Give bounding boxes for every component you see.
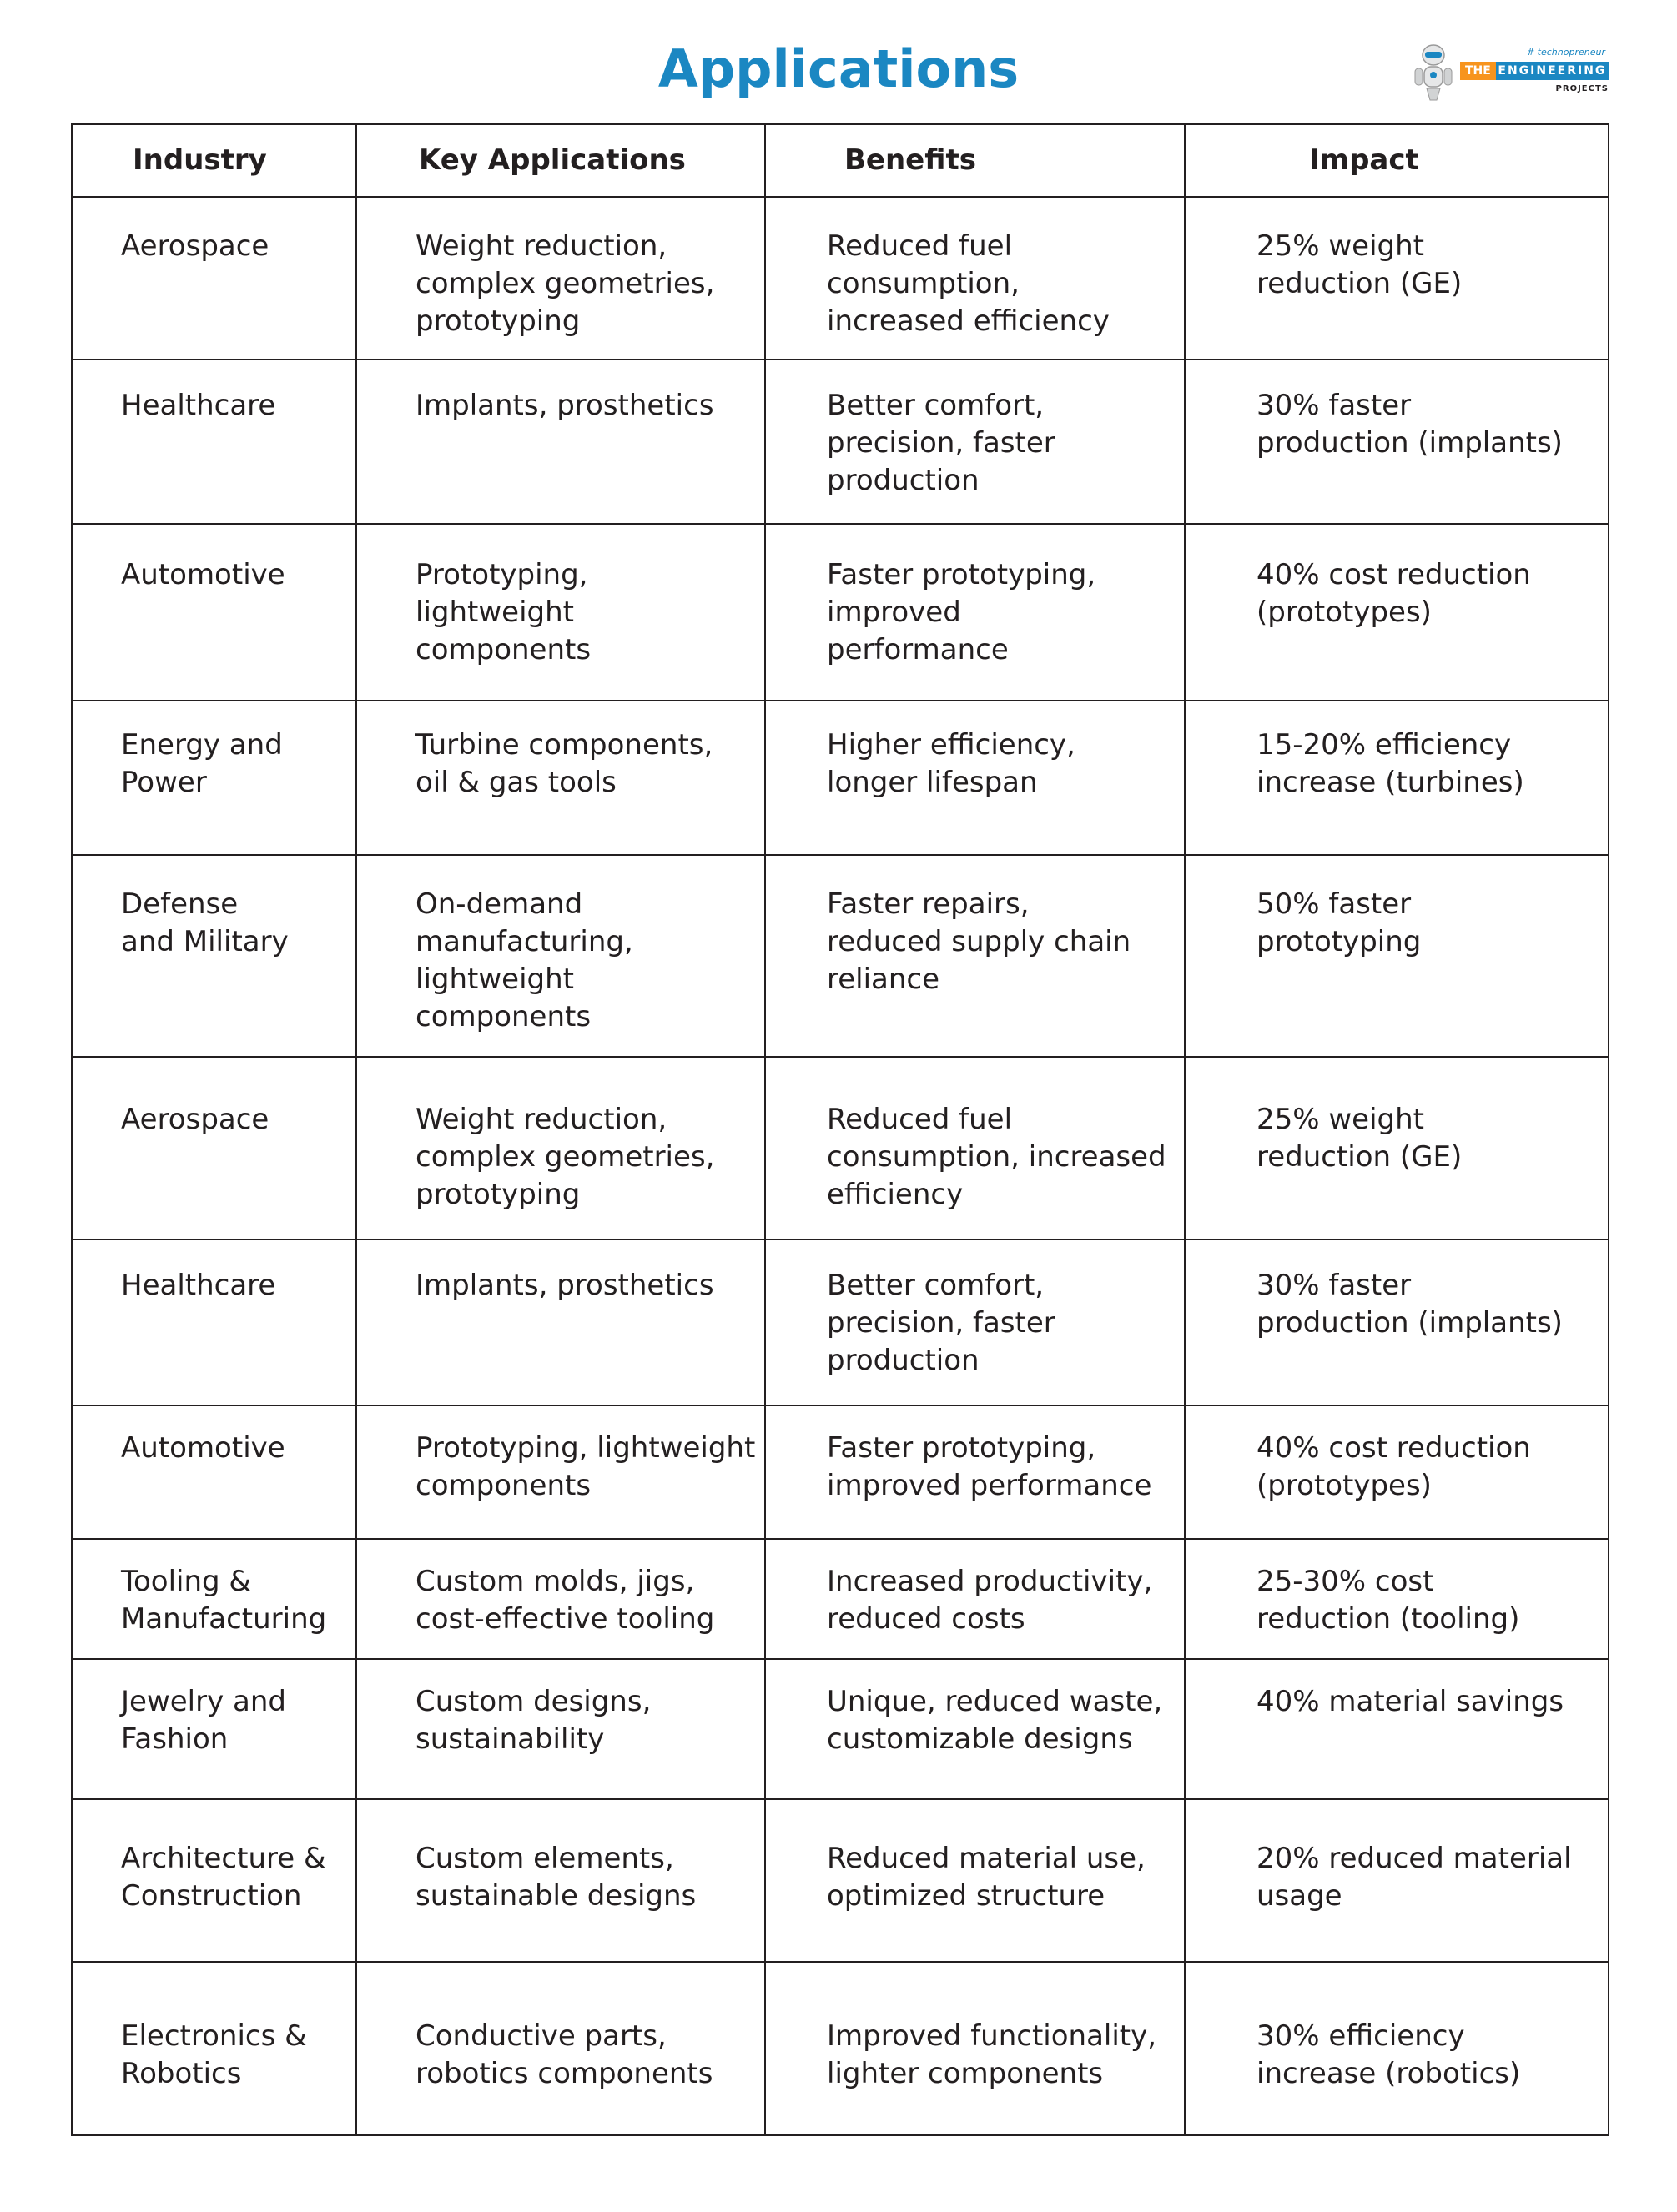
cell-key-applications-text: Prototyping, lightweight components [415,558,592,666]
logo-projects: PROJECTS [1555,84,1609,93]
cell-industry-text: Aerospace [121,229,269,263]
cell-key-applications [356,1659,765,1799]
cell-impact [1185,524,1609,701]
table-row [72,524,1609,701]
cell-benefits [765,197,1185,359]
cell-benefits-text: Reduced fuel consumption, increased efficiency [827,229,1110,338]
cell-industry-text: Tooling & Manufacturing [121,1565,327,1636]
cell-industry [72,855,356,1057]
column-header-label: Key Applications [419,143,686,177]
cell-impact [1185,1057,1609,1239]
cell-industry-text: Architecture & Construction [121,1842,326,1913]
cell-key-applications-text: Conductive parts, robotics components [415,2019,713,2090]
cell-benefits-text: Unique, reduced waste, customizable designs [827,1685,1163,1756]
cell-key-applications [356,524,765,701]
engineering-projects-logo [1410,43,1610,103]
cell-industry [72,1057,356,1239]
cell-key-applications [356,197,765,359]
cell-key-applications [356,1799,765,1962]
cell-impact [1185,1962,1609,2135]
cell-key-applications [356,1962,765,2135]
cell-impact [1185,359,1609,524]
cell-benefits-text: Faster repairs, reduced supply chain reliance [827,887,1131,996]
cell-benefits-text: Better comfort, precision, faster production [827,389,1055,497]
cell-impact [1185,1539,1609,1659]
cell-impact-text: 25% weight reduction (GE) [1256,1103,1463,1174]
cell-benefits [765,1057,1185,1239]
logo-the: THE [1460,62,1496,80]
cell-key-applications [356,1057,765,1239]
cell-impact [1185,197,1609,359]
cell-benefits-text: Higher efficiency, longer lifespan [827,728,1075,799]
table-row [72,359,1609,524]
cell-industry [72,1539,356,1659]
cell-impact [1185,701,1609,855]
cell-benefits [765,1799,1185,1962]
table-row [72,855,1609,1057]
cell-benefits [765,359,1185,524]
cell-impact-text: 15-20% efficiency increase (turbines) [1256,728,1524,799]
cell-industry-text: Jewelry and Fashion [121,1685,286,1756]
cell-impact-text: 40% cost reduction (prototypes) [1256,558,1531,629]
cell-key-applications-text: Implants, prosthetics [415,1269,714,1302]
column-header-industry [72,124,356,197]
cell-key-applications-text: Prototyping, lightweight components [415,1431,756,1502]
cell-industry [72,1239,356,1405]
table-row [72,197,1609,359]
cell-benefits-text: Improved functionality, lighter components [827,2019,1157,2090]
cell-impact-text: 50% faster prototyping [1256,887,1422,958]
cell-impact-text: 20% reduced material usage [1256,1842,1572,1913]
cell-key-applications-text: Weight reduction, complex geometries, prototyping [415,1103,715,1211]
cell-industry [72,1659,356,1799]
cell-impact-text: 40% cost reduction (prototypes) [1256,1431,1531,1502]
cell-impact [1185,1405,1609,1539]
logo-tagline: # technopreneur [1526,47,1605,58]
cell-key-applications-text: Implants, prosthetics [415,389,714,422]
cell-key-applications-text: Custom elements, sustainable designs [415,1842,697,1913]
table-row [72,1239,1609,1405]
cell-impact [1185,855,1609,1057]
robot-mascot-icon [1410,43,1457,103]
table-row [72,1057,1609,1239]
cell-key-applications [356,701,765,855]
table-row [72,1539,1609,1659]
cell-industry [72,701,356,855]
cell-industry-text: Automotive [121,558,285,591]
column-header-label: Benefits [844,143,976,177]
cell-key-applications-text: Weight reduction, complex geometries, prototyping [415,229,715,338]
logo-wordmark [1460,62,1609,80]
cell-benefits-text: Reduced fuel consumption, increased efficiency [827,1103,1166,1211]
cell-key-applications [356,359,765,524]
cell-key-applications-text: Custom designs, sustainability [415,1685,652,1756]
cell-industry [72,1405,356,1539]
cell-impact [1185,1239,1609,1405]
cell-impact-text: 25% weight reduction (GE) [1256,229,1463,300]
cell-industry [72,524,356,701]
cell-impact [1185,1799,1609,1962]
cell-impact-text: 30% faster production (implants) [1256,389,1563,460]
applications-table [71,123,1609,2136]
cell-benefits [765,1962,1185,2135]
column-header-benefits [765,124,1185,197]
cell-benefits-text: Faster prototyping, improved performance [827,558,1096,666]
cell-impact-text: 25-30% cost reduction (tooling) [1256,1565,1520,1636]
table-row [72,1405,1609,1539]
cell-benefits [765,1239,1185,1405]
cell-benefits-text: Better comfort, precision, faster production [827,1269,1055,1377]
cell-industry-text: Electronics & Robotics [121,2019,307,2090]
cell-benefits [765,524,1185,701]
table-row [72,701,1609,855]
cell-benefits [765,701,1185,855]
cell-impact-text: 30% efficiency increase (robotics) [1256,2019,1521,2090]
cell-key-applications-text: Turbine components, oil & gas tools [415,728,713,799]
cell-industry-text: Energy and Power [121,728,283,799]
column-header-impact [1185,124,1609,197]
cell-industry-text: Defense and Military [121,887,289,958]
cell-industry-text: Aerospace [121,1103,269,1136]
cell-impact-text: 40% material savings [1256,1685,1564,1718]
column-header-key-applications [356,124,765,197]
cell-industry-text: Healthcare [121,1269,276,1302]
cell-impact-text: 30% faster production (implants) [1256,1269,1563,1340]
cell-industry [72,1962,356,2135]
cell-industry-text: Healthcare [121,389,276,422]
cell-benefits-text: Reduced material use, optimized structure [827,1842,1146,1913]
cell-benefits-text: Increased productivity, reduced costs [827,1565,1153,1636]
cell-industry [72,197,356,359]
cell-industry [72,1799,356,1962]
column-header-label: Impact [1309,143,1419,177]
cell-industry [72,359,356,524]
cell-benefits [765,1539,1185,1659]
cell-key-applications [356,1539,765,1659]
cell-benefits [765,1405,1185,1539]
cell-key-applications [356,1239,765,1405]
cell-benefits-text: Faster prototyping, improved performance [827,1431,1152,1502]
cell-key-applications [356,855,765,1057]
logo-engineering: ENGINEERING [1496,62,1609,80]
page-title: Applications [657,38,1020,99]
cell-benefits [765,1659,1185,1799]
cell-impact [1185,1659,1609,1799]
cell-key-applications [356,1405,765,1539]
cell-industry-text: Automotive [121,1431,285,1465]
table-row [72,1659,1609,1799]
table-row [72,1962,1609,2135]
table-header-row [72,124,1609,197]
cell-benefits [765,855,1185,1057]
column-header-label: Industry [133,143,267,177]
cell-key-applications-text: On-demand manufacturing, lightweight components [415,887,633,1033]
cell-key-applications-text: Custom molds, jigs, cost-effective tooling [415,1565,715,1636]
table-row [72,1799,1609,1962]
table-body [72,197,1609,2135]
